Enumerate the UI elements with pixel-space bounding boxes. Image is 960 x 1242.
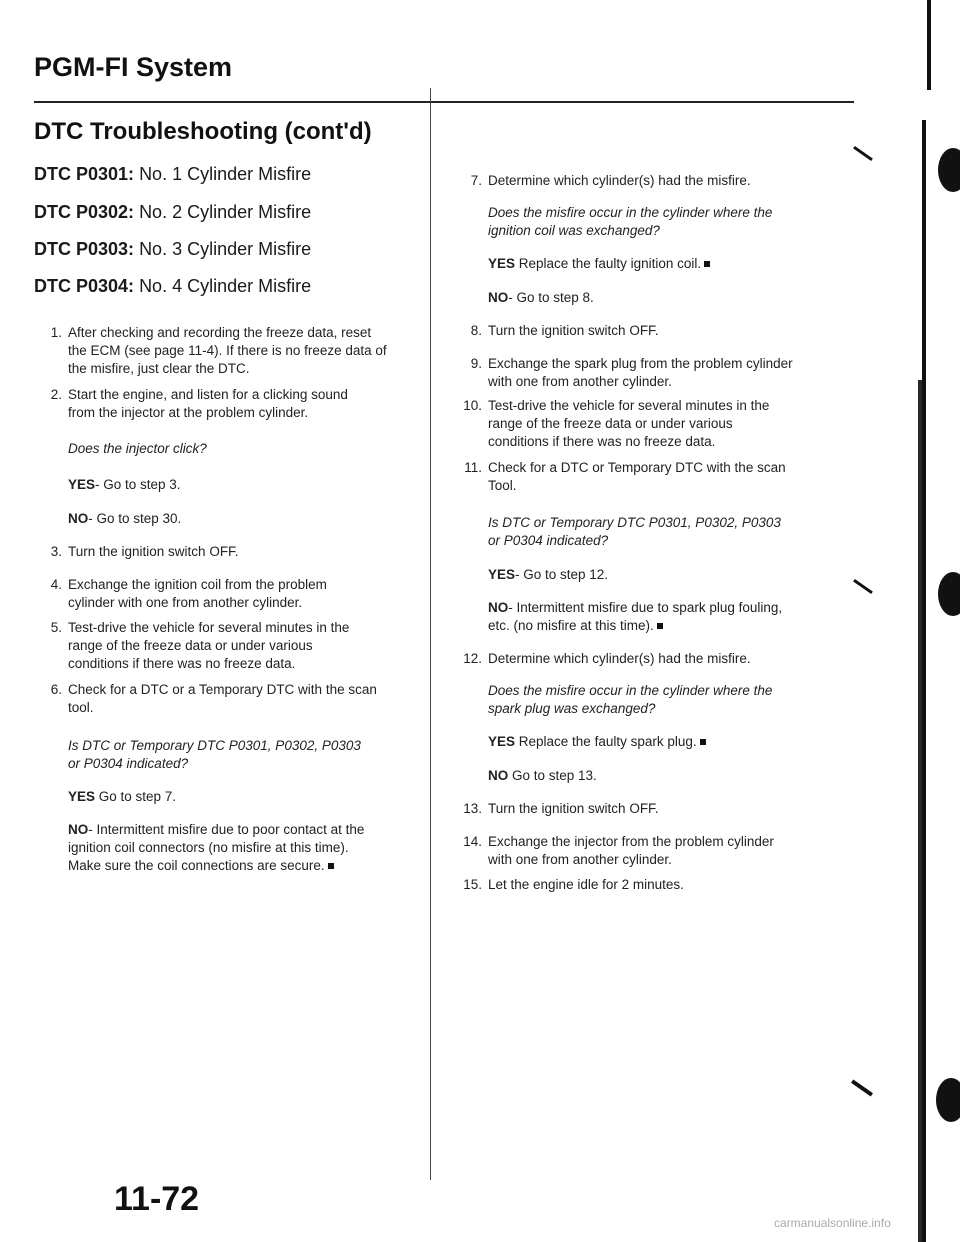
answer-tag: NO: [68, 511, 89, 526]
question: [68, 737, 361, 773]
binding-edge-tick: [853, 579, 873, 594]
page-number: 11-72: [114, 1180, 200, 1218]
step-number: 2.: [50, 387, 62, 402]
binding-edge-mark: [938, 572, 960, 616]
step-text: [68, 386, 348, 422]
answer-text: - Intermittent misfire due to poor contact at the: [88, 822, 365, 837]
page-header-title: PGM-FI System: [34, 52, 233, 82]
answer-tag: YES: [68, 789, 96, 804]
step-line: the ECM (see page 11-4). If there is no freeze data of: [68, 343, 387, 358]
dtc-line: [34, 239, 311, 260]
step-text: [68, 619, 349, 673]
step-text: Turn the ignition switch OFF.: [488, 801, 659, 816]
question-line: or P0304 indicated?: [488, 533, 609, 548]
step-text: [488, 833, 774, 869]
answer-yes: [68, 788, 176, 806]
end-mark-icon: [704, 261, 710, 267]
step-line: Exchange the injector from the problem cylinder: [488, 834, 774, 849]
step-number: 12.: [463, 651, 482, 666]
step-line: conditions if there was no freeze data.: [488, 434, 716, 449]
binding-edge-mark: [938, 148, 960, 192]
question: [488, 204, 772, 240]
step-line: After checking and recording the freeze data, reset: [68, 325, 372, 340]
binding-edge-tick: [853, 146, 873, 161]
step-line: with one from another cylinder.: [488, 374, 672, 389]
step-number: 7.: [470, 173, 482, 188]
end-mark-icon: [700, 739, 706, 745]
binding-edge-tick: [851, 1079, 873, 1096]
step-line: Exchange the ignition coil from the problem: [68, 577, 327, 592]
step-line: Tool.: [488, 478, 517, 493]
dtc-line: [34, 164, 311, 185]
answer-text: - Go to step 30.: [88, 511, 182, 526]
question-line: Does the misfire occur in the cylinder where the: [488, 683, 773, 698]
step-text: [68, 324, 387, 378]
step-line: Test-drive the vehicle for several minutes in the: [488, 398, 770, 413]
step-text: [68, 681, 377, 717]
answer-tag: NO: [488, 290, 509, 305]
dtc-code: DTC P0302:: [34, 202, 135, 222]
answer-text: Replace the faulty ignition coil.: [515, 256, 702, 271]
step-number: 13.: [463, 801, 482, 816]
answer-text: Go to step 13.: [508, 768, 597, 783]
step-number: 4.: [50, 577, 62, 592]
binding-edge-line: [927, 0, 931, 90]
step-line: Test-drive the vehicle for several minutes in the: [68, 620, 350, 635]
column-divider: [430, 88, 431, 1180]
step-number: 8.: [470, 323, 482, 338]
step-line: conditions if there was no freeze data.: [68, 656, 296, 671]
section-title: DTC Troubleshooting (cont'd): [34, 118, 372, 145]
answer-text: - Go to step 8.: [508, 290, 594, 305]
step-text: Turn the ignition switch OFF.: [488, 323, 659, 338]
question-line: Is DTC or Temporary DTC P0301, P0302, P0303: [488, 515, 781, 530]
answer-text: Replace the faulty spark plug.: [515, 734, 697, 749]
step-text: Determine which cylinder(s) had the misfire.: [488, 651, 751, 666]
step-number: 6.: [50, 682, 62, 697]
step-number: 10.: [463, 398, 482, 413]
answer-no: [488, 767, 597, 785]
answer-line: Make sure the coil connections are secure.: [68, 858, 325, 873]
dtc-description: No. 1 Cylinder Misfire: [139, 164, 312, 184]
step-line: with one from another cylinder.: [488, 852, 672, 867]
question: [488, 514, 781, 550]
step-number: 15.: [463, 877, 482, 892]
binding-edge-line: [918, 380, 922, 1242]
step-line: Check for a DTC or a Temporary DTC with the scan: [68, 682, 377, 697]
step-number: 14.: [463, 834, 482, 849]
answer-line: etc. (no misfire at this time).: [488, 618, 654, 633]
step-number: 5.: [50, 620, 62, 635]
answer-yes: [488, 733, 706, 751]
answer-tag: YES: [488, 734, 516, 749]
answer-tag: NO: [488, 768, 509, 783]
question-line: spark plug was exchanged?: [488, 701, 656, 716]
dtc-line: [34, 276, 311, 297]
step-text: Let the engine idle for 2 minutes.: [488, 877, 684, 892]
step-text: Turn the ignition switch OFF.: [68, 544, 239, 559]
step-text: [488, 459, 786, 495]
step-text: [68, 576, 327, 612]
step-number: 9.: [470, 356, 482, 371]
answer-tag: YES: [68, 477, 96, 492]
answer-yes: [488, 566, 608, 584]
step-line: range of the freeze data or under various: [68, 638, 313, 653]
step-line: cylinder with one from another cylinder.: [68, 595, 303, 610]
dtc-description: No. 3 Cylinder Misfire: [139, 239, 312, 259]
step-number: 3.: [50, 544, 62, 559]
answer-tag: YES: [488, 567, 516, 582]
watermark: carmanualsonline.info: [774, 1216, 891, 1230]
answer-tag: NO: [68, 822, 89, 837]
answer-text: - Intermittent misfire due to spark plug fouling,: [508, 600, 783, 615]
step-number: 11.: [464, 460, 482, 475]
step-text: [488, 355, 793, 391]
dtc-code: DTC P0303:: [34, 239, 135, 259]
step-line: tool.: [68, 700, 94, 715]
binding-edge-mark: [936, 1078, 960, 1122]
question: Does the injector click?: [68, 441, 207, 456]
step-line: the misfire, just clear the DTC.: [68, 361, 250, 376]
answer-no: [488, 289, 594, 307]
answer-text: Go to step 7.: [95, 789, 177, 804]
answer-yes: [68, 476, 181, 494]
question-line: or P0304 indicated?: [68, 756, 189, 771]
step-line: Exchange the spark plug from the problem cylinder: [488, 356, 793, 371]
question-line: ignition coil was exchanged?: [488, 223, 660, 238]
dtc-description: No. 2 Cylinder Misfire: [139, 202, 312, 222]
step-line: from the injector at the problem cylinder.: [68, 405, 309, 420]
dtc-line: [34, 202, 311, 223]
binding-edge-line: [922, 120, 926, 1242]
answer-no: [488, 599, 782, 635]
end-mark-icon: [328, 863, 334, 869]
step-line: Check for a DTC or Temporary DTC with the scan: [488, 460, 786, 475]
step-number: 1.: [50, 325, 62, 340]
answer-line: ignition coil connectors (no misfire at this time).: [68, 840, 349, 855]
question: [488, 682, 772, 718]
answer-tag: YES: [488, 256, 516, 271]
answer-text: - Go to step 12.: [515, 567, 609, 582]
header-rule: [34, 101, 854, 103]
end-mark-icon: [657, 623, 663, 629]
answer-yes: [488, 255, 710, 273]
answer-no: [68, 821, 364, 875]
answer-text: - Go to step 3.: [95, 477, 181, 492]
step-line: Start the engine, and listen for a clicking sound: [68, 387, 348, 402]
dtc-code: DTC P0301:: [34, 164, 135, 184]
answer-no: [68, 510, 181, 528]
dtc-description: No. 4 Cylinder Misfire: [139, 276, 312, 296]
question-line: Does the misfire occur in the cylinder where the: [488, 205, 773, 220]
answer-tag: NO: [488, 600, 509, 615]
step-line: range of the freeze data or under various: [488, 416, 733, 431]
question-line: Is DTC or Temporary DTC P0301, P0302, P0303: [68, 738, 361, 753]
step-text: [488, 397, 769, 451]
dtc-code: DTC P0304:: [34, 276, 135, 296]
step-text: Determine which cylinder(s) had the misfire.: [488, 173, 751, 188]
